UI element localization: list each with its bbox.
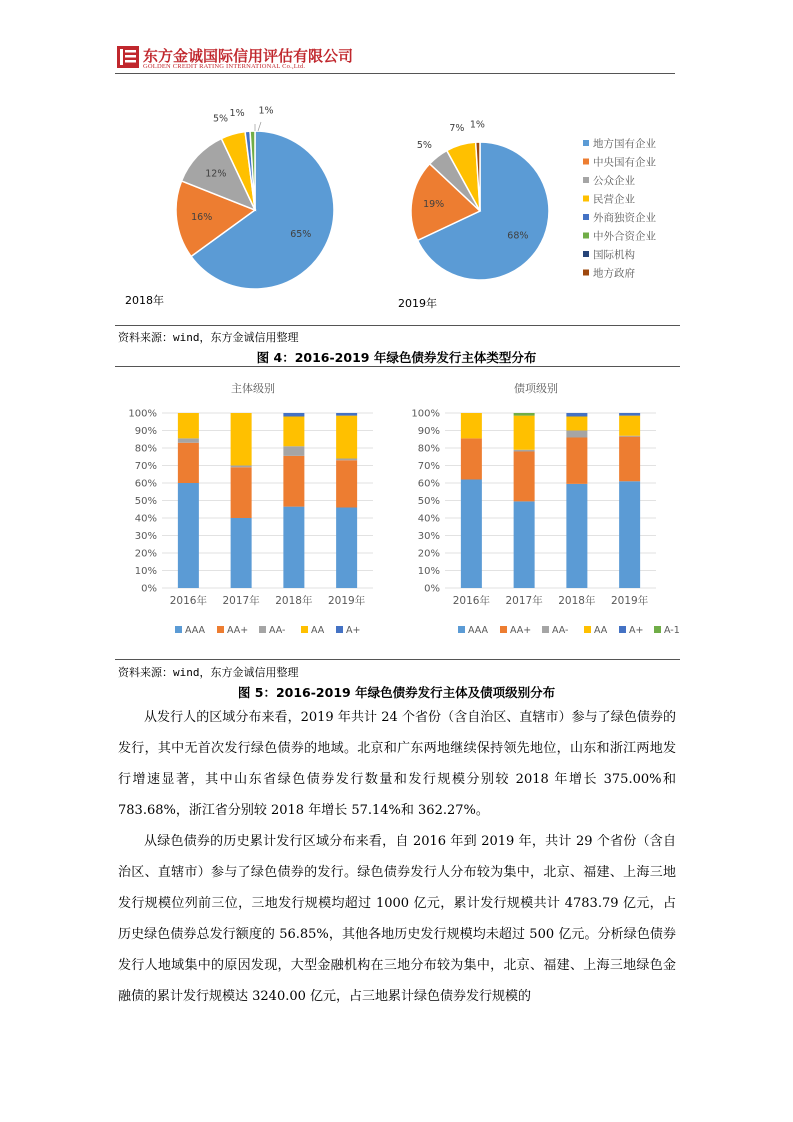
issuer-rating-bar-4-AA <box>336 416 357 459</box>
bond-rating-ytick-9: 90% <box>417 426 440 437</box>
issuer-rating-ytick-7: 70% <box>134 461 157 472</box>
issuer-rating-bar-1-AAA <box>178 483 199 588</box>
issuer-rating-ytick-3: 30% <box>134 531 157 542</box>
pie-legend-swatch-4 <box>583 196 589 202</box>
bond-rating-xtick-1: 2016年 <box>452 595 490 607</box>
figure4-pie-charts <box>115 100 680 325</box>
bond-rating-ytick-6: 60% <box>417 478 440 490</box>
pie-2018-leader-2 <box>258 122 261 131</box>
pie-2019-label-3: 5% <box>416 139 432 151</box>
issuer-rating-xtick-1: 2016年 <box>169 595 207 607</box>
issuer-rating-bar-4-AA- <box>336 459 357 461</box>
bond-rating-bar-4-AA+ <box>619 437 640 482</box>
bond-rating-bar-4-AA <box>619 416 640 436</box>
bond-rating-bar-4-A+ <box>619 413 640 416</box>
pie-2018-label-1: 65% <box>290 228 312 240</box>
issuer-rating-bar-2-AA+ <box>231 467 252 518</box>
issuer-rating-bar-4-AAA <box>336 508 357 589</box>
pie-2018-label-6: 1% <box>258 105 274 117</box>
bond-rating-bar-1-AA+ <box>461 438 482 479</box>
issuer-rating-ytick-9: 90% <box>134 426 157 437</box>
bond-rating-legend-label-6: A-1 <box>664 625 680 636</box>
issuer-rating-legend-swatch-3 <box>259 626 266 633</box>
issuer-rating-ytick-5: 50% <box>134 496 157 507</box>
bond-rating-bar-2-A-1 <box>514 413 535 416</box>
pie-2019-year-label: 2019年 <box>398 297 437 310</box>
bond-rating-legend-swatch-3 <box>542 626 549 633</box>
bond-rating-bar-3-AA <box>566 417 587 431</box>
issuer-rating-ytick-1: 10% <box>134 566 157 577</box>
issuer-rating-ytick-4: 40% <box>134 513 157 525</box>
bond-rating-legend-label-3: AA- <box>552 625 569 636</box>
issuer-rating-xtick-3: 2018年 <box>275 595 313 607</box>
bond-rating-xtick-3: 2018年 <box>558 595 596 607</box>
pie-legend-swatch-5 <box>583 214 589 220</box>
bond-rating-legend-label-5: A+ <box>629 625 644 636</box>
bond-rating-xtick-2: 2017年 <box>505 595 543 607</box>
company-logo-icon <box>117 46 139 68</box>
issuer-rating-ytick-8: 80% <box>134 443 157 455</box>
pie-legend-swatch-8 <box>583 270 589 276</box>
issuer-rating-bar-3-AA+ <box>283 456 304 507</box>
bond-rating-bar-4-AA- <box>619 436 640 437</box>
bond-rating-legend-swatch-6 <box>654 626 661 633</box>
issuer-rating-bar-1-AA- <box>178 438 199 442</box>
bond-rating-ytick-4: 40% <box>417 513 440 525</box>
issuer-rating-ytick-0: 0% <box>141 583 157 595</box>
bond-rating-bar-1-AA <box>461 413 482 438</box>
bond-rating-legend-label-4: AA <box>594 625 608 636</box>
bond-rating-xtick-4: 2019年 <box>611 595 649 607</box>
pie-legend-swatch-6 <box>583 233 589 239</box>
paragraph-1-text: 从发行人的区域分布来看，2019 年共计 24 个省份（含自治区、直辖市）参与了绿色债券的发行，其中无首次发行绿色债券的地域。北京和广东两地继续保持领先地位，山东和浙江两地发行增速显著，其中山东省绿色债券发行数量和发行规模分别较 2018 年增长 375.00%和 783.68%，浙江省分别较 2018 年增长 57.14%和 362.27%。 <box>118 710 676 818</box>
issuer-rating-legend-swatch-5 <box>336 626 343 633</box>
company-name-cn: 东方金诚国际信用评估有限公司 <box>143 47 354 65</box>
bond-rating-title: 债项级别 <box>514 382 558 395</box>
pie-2019-label-4: 7% <box>449 122 465 134</box>
bond-rating-legend-swatch-2 <box>500 626 507 633</box>
pie-legend-swatch-1 <box>583 140 589 146</box>
issuer-rating-legend-label-5: A+ <box>346 625 361 636</box>
bond-rating-ytick-8: 80% <box>417 443 440 455</box>
figure5-source: 资料来源：wind，东方金诚信用整理 <box>118 666 299 679</box>
bond-rating-ytick-5: 50% <box>417 496 440 507</box>
issuer-rating-legend-label-4: AA <box>311 625 325 636</box>
issuer-rating-legend-swatch-1 <box>175 626 182 633</box>
bond-rating-bar-2-AA <box>514 416 535 450</box>
bond-rating-bar-2-AAA <box>514 501 535 588</box>
issuer-rating-xtick-2: 2017年 <box>222 595 260 607</box>
bond-rating-ytick-10: 100% <box>411 408 440 420</box>
issuer-rating-bar-3-AA- <box>283 446 304 456</box>
bond-rating-bar-3-AA+ <box>566 438 587 484</box>
bond-rating-legend-swatch-1 <box>458 626 465 633</box>
figure5-bottom-rule <box>115 659 680 660</box>
pie-2018-label-5: 1% <box>229 108 245 120</box>
body-paragraph-2 <box>118 826 676 1012</box>
issuer-rating-ytick-10: 100% <box>128 408 157 420</box>
header-divider <box>115 73 675 74</box>
bond-rating-ytick-7: 70% <box>417 461 440 472</box>
pie-2018-label-4: 5% <box>213 113 229 125</box>
paragraph-2-text: 从绿色债券的历史累计发行区域分布来看，自 2016 年到 2019 年，共计 29 个省份（含自治区、直辖市）参与了绿色债券的发行。绿色债券发行人分布较为集中，北京、福建、上海三地发行规模位列前三位，三地发行规模均超过 1000 亿元，累计发行规模共计 4783.79 亿元，占历史绿色债券总发行额度的 56.85%，其他各地历史发行规模均未超过 500 亿元。分析绿色债券发行人地域集中的原因发现，大型金融机构在三地分布较为集中，北京、福建、上海三地绿色金融债的累计发行规模达 3240.00 亿元，占三地累计绿色债券发行规模的 <box>118 834 676 1004</box>
figure5-top-rule <box>115 366 680 367</box>
bond-rating-bar-1-AAA <box>461 480 482 589</box>
pie-legend-label-7: 国际机构 <box>593 249 635 261</box>
issuer-rating-legend-label-1: AAA <box>185 625 206 636</box>
figure5-bar-charts <box>115 370 680 658</box>
issuer-rating-legend-swatch-2 <box>217 626 224 633</box>
issuer-rating-ytick-2: 20% <box>134 548 157 560</box>
issuer-rating-bar-3-AAA <box>283 507 304 588</box>
bond-rating-legend-swatch-4 <box>584 626 591 633</box>
bond-rating-bar-2-AA- <box>514 450 535 452</box>
bond-rating-ytick-2: 20% <box>417 548 440 560</box>
issuer-rating-title: 主体级别 <box>231 382 275 395</box>
pie-legend-label-2: 中央国有企业 <box>593 156 656 169</box>
issuer-rating-bar-4-A+ <box>336 413 357 416</box>
bond-rating-legend-swatch-5 <box>619 626 626 633</box>
pie-legend-swatch-3 <box>583 177 589 183</box>
issuer-rating-bar-1-AA <box>178 413 199 438</box>
bond-rating-legend-label-1: AAA <box>468 625 489 636</box>
bond-rating-bar-3-A+ <box>566 413 587 417</box>
issuer-rating-legend-label-2: AA+ <box>227 625 249 636</box>
figure4-caption: 图 4：2016-2019 年绿色债券发行主体类型分布 <box>256 350 537 365</box>
pie-2018-label-2: 16% <box>191 212 213 224</box>
issuer-rating-bar-2-AA- <box>231 466 252 468</box>
pie-legend-label-5: 外商独资企业 <box>593 212 656 224</box>
pie-legend-swatch-7 <box>583 251 589 257</box>
bond-rating-ytick-0: 0% <box>424 583 440 595</box>
pie-legend-label-8: 地方政府 <box>593 267 635 280</box>
pie-2019-label-2: 19% <box>423 199 445 211</box>
pie-legend-label-1: 地方国有企业 <box>593 138 656 150</box>
bond-rating-ytick-3: 30% <box>417 531 440 542</box>
pie-2019-label-5: 1% <box>469 119 485 131</box>
bond-rating-bar-3-AAA <box>566 484 587 588</box>
issuer-rating-bar-2-AAA <box>231 518 252 588</box>
figure4-source: 资料来源：wind，东方金诚信用整理 <box>118 331 299 344</box>
bond-rating-bar-4-AAA <box>619 481 640 588</box>
pie-legend-label-3: 公众企业 <box>593 175 635 187</box>
bond-rating-bar-2-AA+ <box>514 452 535 502</box>
issuer-rating-xtick-4: 2019年 <box>328 595 366 607</box>
issuer-rating-bar-1-AA+ <box>178 443 199 483</box>
pie-legend-label-4: 民营企业 <box>593 193 635 206</box>
figure5-caption: 图 5：2016-2019 年绿色债券发行主体及债项级别分布 <box>237 685 556 700</box>
figure4-bottom-rule <box>115 325 680 326</box>
issuer-rating-ytick-6: 60% <box>134 478 157 490</box>
issuer-rating-bar-3-A+ <box>283 413 304 417</box>
issuer-rating-bar-3-AA <box>283 417 304 447</box>
pie-2018-year-label: 2018年 <box>125 294 164 307</box>
company-name-en: GOLDEN CREDIT RATING INTERNATIONAL Co.,Ltd. <box>143 63 306 70</box>
pie-2018-label-3: 12% <box>205 168 227 180</box>
issuer-rating-legend-swatch-4 <box>301 626 308 633</box>
pie-2019-label-1: 68% <box>507 230 529 242</box>
bond-rating-legend-label-2: AA+ <box>510 625 532 636</box>
bond-rating-bar-3-AA- <box>566 431 587 438</box>
pie-legend-label-6: 中外合资企业 <box>593 230 656 243</box>
body-paragraph-1 <box>118 702 676 826</box>
issuer-rating-bar-2-AA <box>231 413 252 466</box>
pie-legend-swatch-2 <box>583 159 589 165</box>
issuer-rating-bar-4-AA+ <box>336 460 357 507</box>
bond-rating-ytick-1: 10% <box>417 566 440 577</box>
issuer-rating-legend-label-3: AA- <box>269 625 286 636</box>
